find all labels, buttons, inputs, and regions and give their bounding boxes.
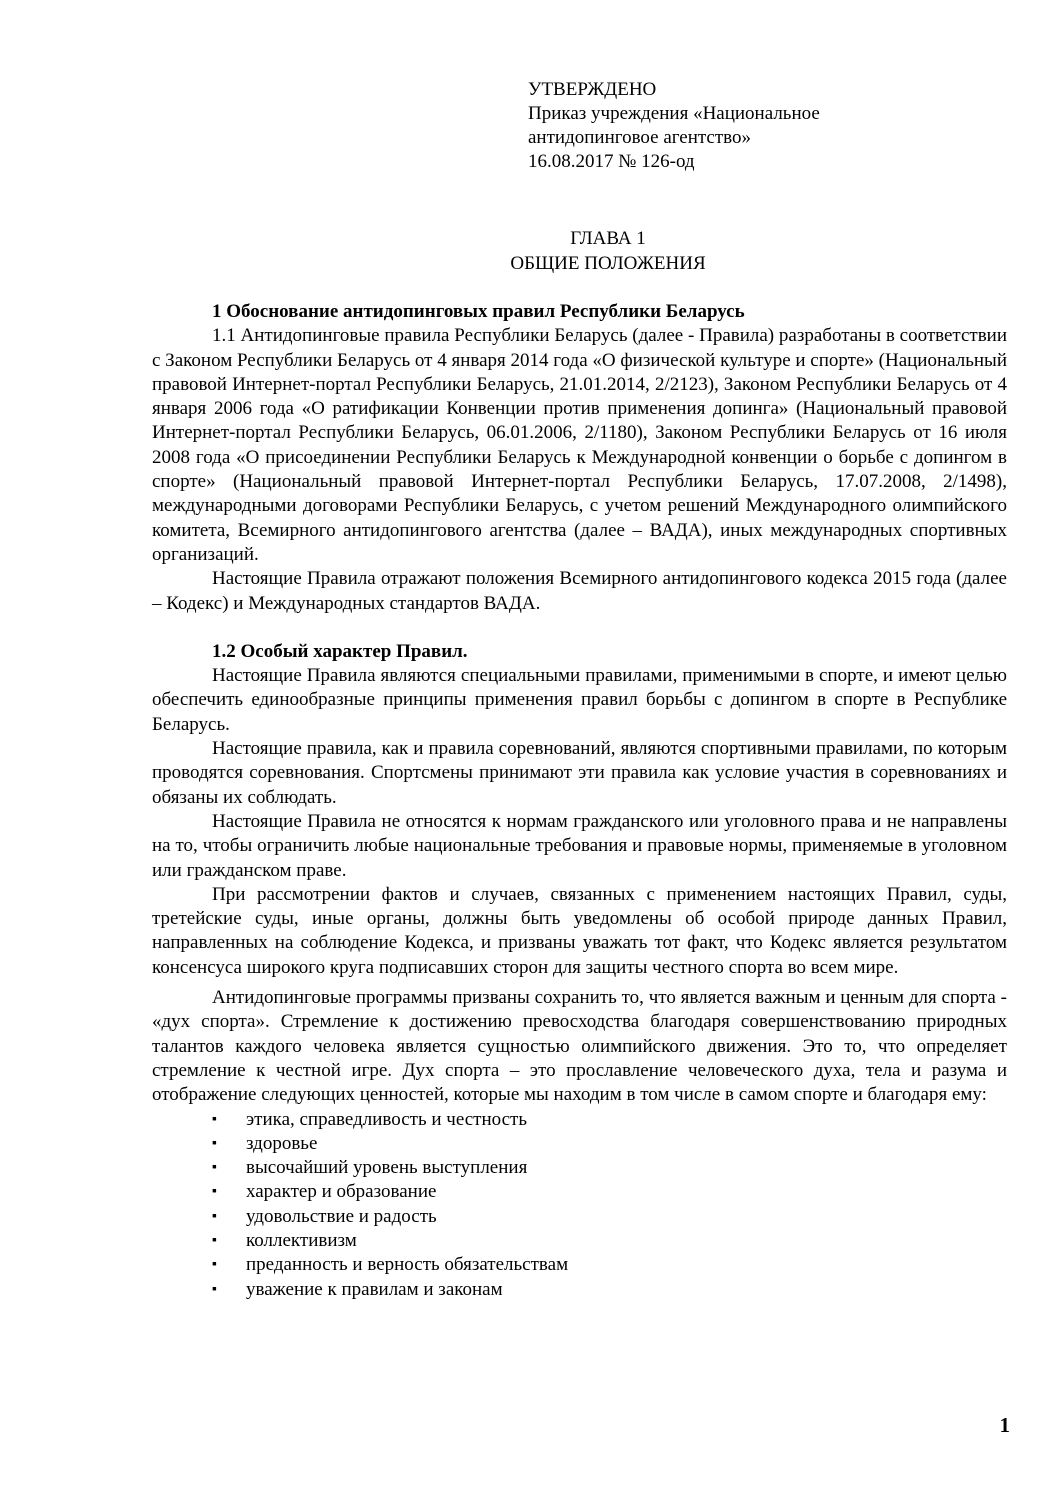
paragraph: Настоящие правила, как и правила соревнований, являются спортивными правилами, по которым проводятся соревнования. Спортсмены принимают эти правила как условие участия в соревнованиях и обязаны их соблюдать. xyxy=(152,738,1007,808)
list-item-text: коллективизм xyxy=(246,1229,357,1251)
list-item xyxy=(152,1229,1007,1253)
paragraph: 1.1 Антидопинговые правила Республики Беларусь (далее - Правила) разработаны в соответствии с Законом Республики Беларусь от 4 января 2014 года «О физической культуре и спорте» (Национальный правовой Интернет-портал Республики Беларусь, 21.01.2014, 2/2123), Законом Республики Беларусь от 4 января 2006 года «О ратификации Конвенции против применения допинга» (Национальный правовой Интернет-портал Республики Беларусь, 06.01.2006, 2/1180), Законом Республики Беларусь от 16 июля 2008 года «О присоединении Республики Беларусь к Международной конвенции о борьбе с допингом в спорте» (Национальный правовой Интернет-портал Республики Беларусь, 17.07.2008, 2/1498), международными договорами Республики Беларусь, с учетом решений Международного олимпийского комитета, Всемирного антидопингового агентства (далее – ВАДА), иных международных спортивных организаций. xyxy=(152,325,1007,565)
approval-title: УТВЕРЖДЕНО xyxy=(528,79,657,100)
chapter-header xyxy=(150,226,1058,276)
values-list xyxy=(152,1108,1007,1302)
list-item-text: характер и образование xyxy=(246,1181,437,1203)
bullet-icon: ▪ xyxy=(212,1135,217,1151)
section-heading-2: 1.2 Особый характер Правил. xyxy=(212,640,468,662)
approval-date-number: 16.08.2017 № 126-од xyxy=(528,151,695,172)
list-item xyxy=(152,1156,1007,1180)
list-item-text: этика, справедливость и честность xyxy=(246,1108,528,1130)
paragraph: Настоящие Правила не относятся к нормам гражданского или уголовного права и не направлены на то, чтобы ограничить любые национальные требования и правовые нормы, применяемые в уголовном или гражданском праве. xyxy=(152,810,1007,881)
list-item-text: уважение к правилам и законам xyxy=(246,1278,503,1300)
list-item-text: высочайший уровень выступления xyxy=(246,1157,528,1179)
paragraph: Настоящие Правила отражают положения Всемирного антидопингового кодекса 2015 года (далее – Кодекс) и Международных стандартов ВАДА. xyxy=(152,568,1007,614)
chapter-title: ОБЩИЕ ПОЛОЖЕНИЯ xyxy=(510,253,706,274)
bullet-icon: ▪ xyxy=(212,1184,217,1200)
bullet-icon: ▪ xyxy=(212,1208,217,1224)
section-heading-1: 1 Обоснование антидопинговых правил Республики Беларусь xyxy=(212,301,745,322)
list-item xyxy=(152,1205,1007,1229)
spacer xyxy=(152,616,1007,640)
approval-agency-line: антидопинговое агентство» xyxy=(528,127,752,148)
list-item xyxy=(152,1253,1007,1277)
document-body xyxy=(152,300,1007,1302)
list-item-text: здоровье xyxy=(246,1132,318,1154)
page-number: 1 xyxy=(999,1413,1010,1437)
paragraph: При рассмотрении фактов и случаев, связанных с применением настоящих Правил, суды, третейские суды, иные органы, должны быть уведомлены об особой природе данных Правил, направленных на соблюдение Кодекса, и призваны уважать тот факт, что Кодекс является результатом консенсуса широкого круга подписавших сторон для защиты честного спорта во всем мире. xyxy=(152,883,1007,978)
bullet-icon: ▪ xyxy=(212,1281,217,1297)
chapter-number: ГЛАВА 1 xyxy=(570,228,646,249)
approval-stamp xyxy=(528,78,820,174)
paragraph: Антидопинговые программы призваны сохранить то, что является важным и ценным для спорта - «дух спорта». Стремление к достижению превосходства благодаря совершенствованию природных талантов каждого человека является сущностью олимпийского движения. Это то, что определяет стремление к честной игре. Дух спорта – это прославление человеческого духа, тела и разума и отображение следующих ценностей, которые мы находим в том числе в самом спорте и благодаря ему: xyxy=(152,987,1007,1106)
bullet-icon: ▪ xyxy=(212,1111,217,1127)
list-item xyxy=(152,1108,1007,1132)
paragraph: Настоящие Правила являются специальными правилами, применимыми в спорте, и имеют целью обеспечить единообразные принципы применения правил борьбы с допингом в спорте в Республике Беларусь. xyxy=(152,665,1007,735)
bullet-icon: ▪ xyxy=(212,1232,217,1248)
bullet-icon: ▪ xyxy=(212,1257,217,1273)
list-item xyxy=(152,1180,1007,1204)
approval-order-line: Приказ учреждения «Национальное xyxy=(528,103,820,124)
list-item xyxy=(152,1278,1007,1302)
bullet-icon: ▪ xyxy=(212,1160,217,1176)
list-item xyxy=(152,1132,1007,1156)
list-item-text: преданность и верность обязательствам xyxy=(246,1254,569,1276)
list-item-text: удовольствие и радость xyxy=(246,1205,437,1227)
